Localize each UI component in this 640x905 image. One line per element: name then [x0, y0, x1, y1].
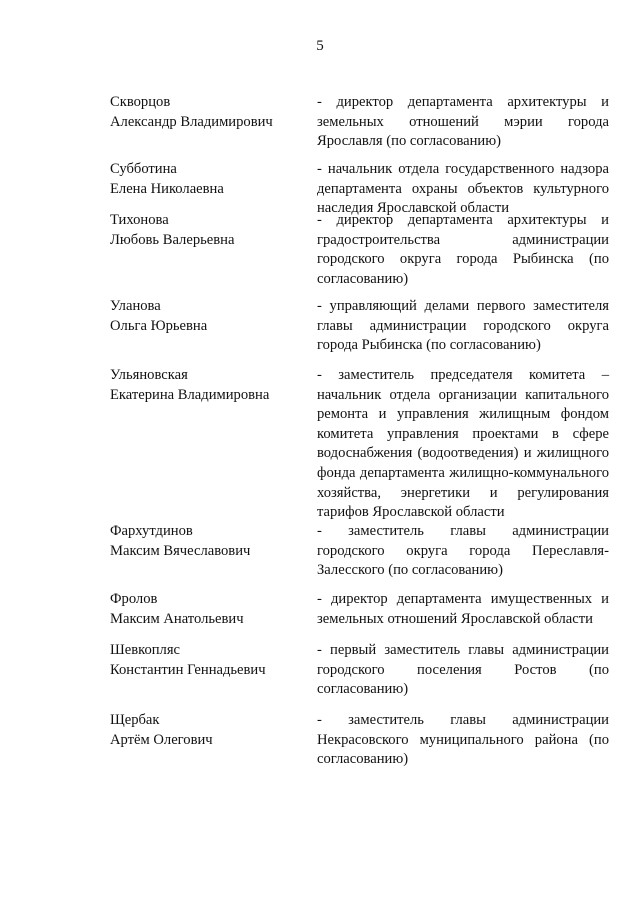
- member-position: - управляющий делами первого заместителя главы администрации городского округа города Рыбинска (по согласованию): [317, 298, 609, 354]
- member-surname: Фролов: [110, 591, 158, 607]
- member-name: [110, 366, 300, 405]
- member-given-names: Екатерина Владимировна: [110, 386, 270, 403]
- member-name: [110, 641, 300, 680]
- member-surname: Фархутдинов: [110, 523, 193, 539]
- member-given-names: Артём Олегович: [110, 731, 213, 748]
- member-surname: Шевкопляс: [110, 642, 181, 658]
- member-given-names: Любовь Валерьевна: [110, 231, 235, 248]
- member-position: - заместитель главы администрации Некрасовского муниципального района (по согласованию): [317, 712, 609, 768]
- member-given-names: Максим Вячеславович: [110, 542, 251, 559]
- member-surname: Уланова: [110, 298, 161, 314]
- member-position: - директор департамента имущественных и земельных отношений Ярославской области: [317, 591, 609, 627]
- member-given-names: Александр Владимирович: [110, 113, 273, 130]
- member-position: - директор департамента архитектуры и градостроительства администрации городского округа города Рыбинска (по согласованию): [317, 212, 609, 287]
- member-name: [110, 711, 300, 750]
- member-position: - начальник отдела государственного надзора департамента охраны объектов культурного наследия Ярославской области: [317, 161, 609, 217]
- member-name: [110, 160, 300, 199]
- member-surname: Субботина: [110, 161, 177, 177]
- member-name: [110, 522, 300, 561]
- member-name: [110, 93, 300, 132]
- member-given-names: Константин Геннадьевич: [110, 661, 266, 678]
- member-surname: Щербак: [110, 712, 160, 728]
- member-position: - директор департамента архитектуры и земельных отношений мэрии города Ярославля (по согласованию): [317, 94, 609, 150]
- member-position: - заместитель главы администрации городского округа города Переславля-Залесского (по согласованию): [317, 523, 609, 579]
- member-position: - заместитель председателя комитета – начальник отдела организации капитального ремонта и управления жилищным фондом комитета управления проектами в сфере водоснабжения (водоотведения) и жилищного фонда департамента жилищно-коммунального хозяйства, энергетики и регулирования тарифов Ярославской области: [317, 367, 609, 521]
- member-name: [110, 297, 300, 336]
- member-surname: Скворцов: [110, 94, 171, 110]
- member-surname: Тихонова: [110, 212, 169, 228]
- member-given-names: Максим Анатольевич: [110, 610, 244, 627]
- member-name: [110, 211, 300, 250]
- member-name: [110, 590, 300, 629]
- member-given-names: Ольга Юрьевна: [110, 317, 208, 334]
- page-number: 5: [316, 38, 324, 54]
- member-surname: Ульяновская: [110, 367, 188, 383]
- member-position: - первый заместитель главы администрации городского поселения Ростов (по согласованию): [317, 642, 609, 698]
- member-given-names: Елена Николаевна: [110, 180, 224, 197]
